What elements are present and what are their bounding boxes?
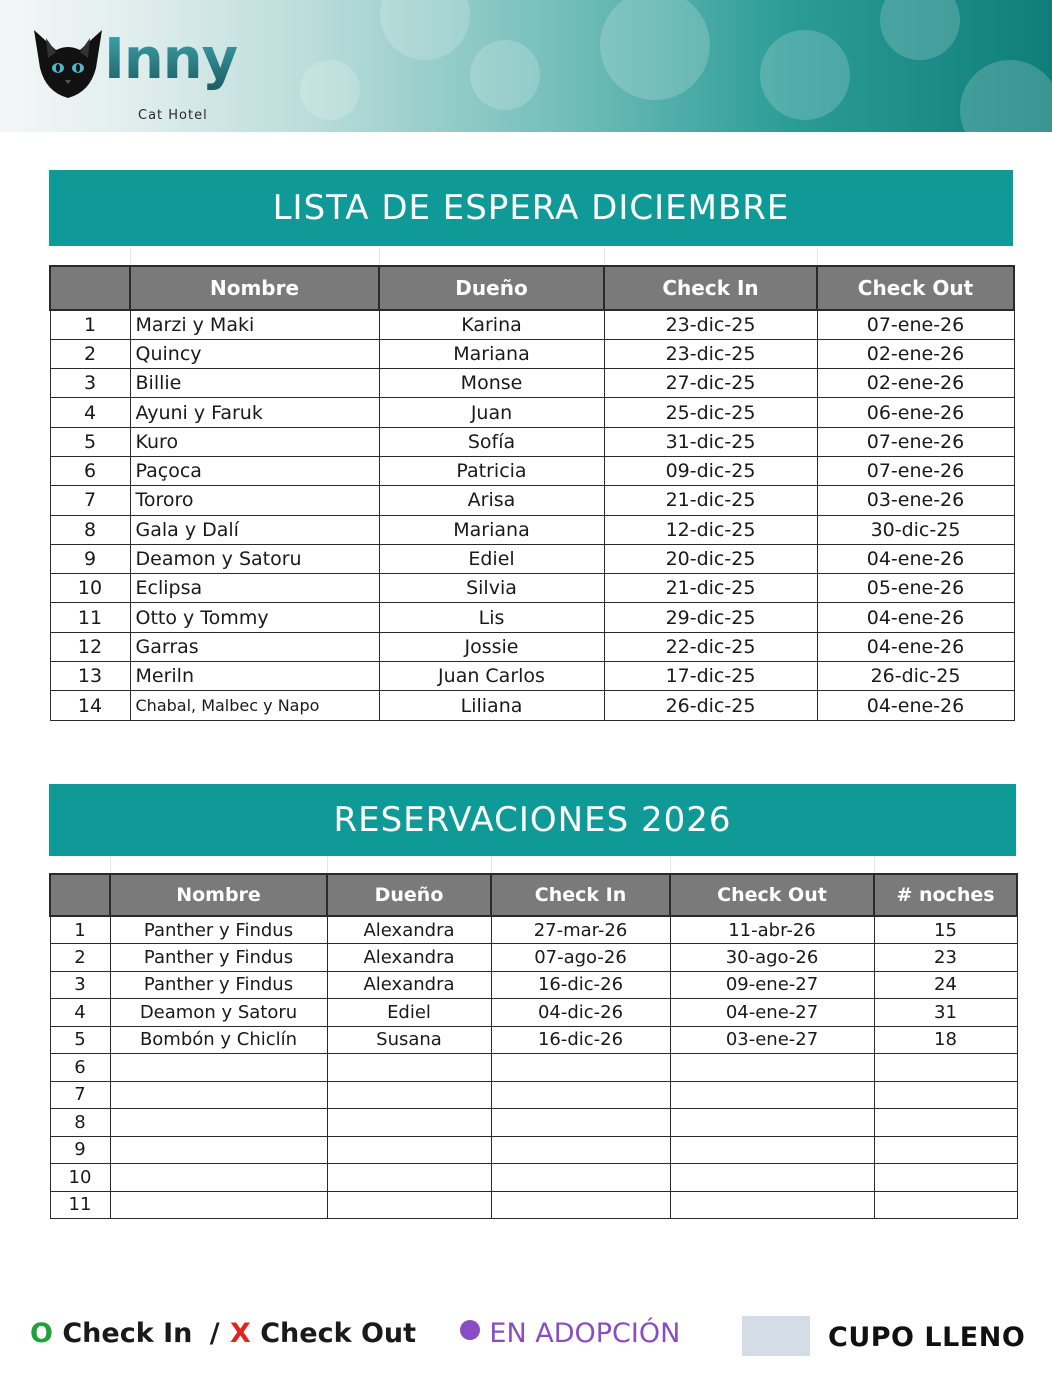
legend bbox=[30, 1312, 1030, 1360]
nights-count: 15 bbox=[874, 916, 1017, 944]
table-row bbox=[50, 999, 1017, 1027]
check-out-date bbox=[670, 1054, 874, 1082]
legend-checkout bbox=[230, 1318, 416, 1349]
owner-name: Mariana bbox=[379, 339, 604, 368]
check-out-date: 04-ene-26 bbox=[817, 544, 1014, 573]
check-in-date: 16-dic-26 bbox=[491, 971, 670, 999]
check-in-date: 26-dic-25 bbox=[604, 691, 817, 720]
owner-name: Patricia bbox=[379, 456, 604, 485]
checkout-symbol: X bbox=[230, 1318, 251, 1349]
owner-name: Monse bbox=[379, 369, 604, 398]
cat-name bbox=[110, 1136, 327, 1164]
table-row bbox=[50, 574, 1014, 603]
table-header-row bbox=[50, 266, 1014, 310]
cat-name: Panther y Findus bbox=[110, 971, 327, 999]
nights-count: 24 bbox=[874, 971, 1017, 999]
table-header-row bbox=[50, 874, 1017, 916]
cat-name: Kuro bbox=[130, 427, 379, 456]
owner-name: Alexandra bbox=[327, 916, 491, 944]
table-spacer-row bbox=[50, 856, 1017, 874]
check-out-date bbox=[670, 1109, 874, 1137]
row-number: 7 bbox=[50, 1081, 110, 1109]
table-row bbox=[50, 398, 1014, 427]
check-out-date: 30-ago-26 bbox=[670, 944, 874, 972]
table-row bbox=[50, 1164, 1017, 1192]
check-out-date: 06-ene-26 bbox=[817, 398, 1014, 427]
table-row bbox=[50, 339, 1014, 368]
check-out-date: 04-ene-26 bbox=[817, 632, 1014, 661]
row-number: 2 bbox=[50, 944, 110, 972]
adoption-label: EN ADOPCIÓN bbox=[489, 1318, 681, 1349]
table-row bbox=[50, 456, 1014, 485]
check-in-date: 27-dic-25 bbox=[604, 369, 817, 398]
nights-count bbox=[874, 1054, 1017, 1082]
owner-name: Juan Carlos bbox=[379, 662, 604, 691]
row-number: 12 bbox=[50, 632, 130, 661]
owner-name: Ediel bbox=[379, 544, 604, 573]
owner-name bbox=[327, 1109, 491, 1137]
check-out-date: 11-abr-26 bbox=[670, 916, 874, 944]
check-out-date bbox=[670, 1191, 874, 1219]
check-in-date: 07-ago-26 bbox=[491, 944, 670, 972]
row-number: 13 bbox=[50, 662, 130, 691]
adoption-dot-icon bbox=[460, 1320, 480, 1340]
row-number: 4 bbox=[50, 398, 130, 427]
row-number: 11 bbox=[50, 1191, 110, 1219]
nights-count: 23 bbox=[874, 944, 1017, 972]
table-row bbox=[50, 310, 1014, 339]
cat-name bbox=[110, 1164, 327, 1192]
owner-name bbox=[327, 1164, 491, 1192]
header-cell: Check Out bbox=[670, 874, 874, 916]
bokeh-circle bbox=[300, 60, 360, 120]
brand-subtitle: Cat Hotel bbox=[138, 108, 208, 123]
cat-name: Garras bbox=[130, 632, 379, 661]
table-row bbox=[50, 515, 1014, 544]
nights-count: 31 bbox=[874, 999, 1017, 1027]
table-row bbox=[50, 544, 1014, 573]
check-in-date bbox=[491, 1136, 670, 1164]
check-out-date: 26-dic-25 bbox=[817, 662, 1014, 691]
row-number: 3 bbox=[50, 971, 110, 999]
header-cell: Check In bbox=[604, 266, 817, 310]
check-out-date bbox=[670, 1164, 874, 1192]
check-out-date: 03-ene-27 bbox=[670, 1026, 874, 1054]
table-row bbox=[50, 1136, 1017, 1164]
row-number: 14 bbox=[50, 691, 130, 720]
check-out-date: 30-dic-25 bbox=[817, 515, 1014, 544]
check-in-date: 04-dic-26 bbox=[491, 999, 670, 1027]
cat-name: Panther y Findus bbox=[110, 916, 327, 944]
check-out-date bbox=[670, 1081, 874, 1109]
nights-count bbox=[874, 1109, 1017, 1137]
table-row bbox=[50, 603, 1014, 632]
table-row bbox=[50, 691, 1014, 720]
header-cell bbox=[50, 266, 130, 310]
legend-checkin bbox=[30, 1318, 220, 1349]
row-number: 11 bbox=[50, 603, 130, 632]
owner-name bbox=[327, 1054, 491, 1082]
check-out-date: 04-ene-26 bbox=[817, 603, 1014, 632]
check-in-date: 09-dic-25 bbox=[604, 456, 817, 485]
cat-name: Eclipsa bbox=[130, 574, 379, 603]
header-banner bbox=[0, 0, 1052, 132]
cat-name: Chabal, Malbec y Napo bbox=[130, 691, 379, 720]
check-in-date: 31-dic-25 bbox=[604, 427, 817, 456]
reservations-title: RESERVACIONES 2026 bbox=[49, 784, 1016, 856]
cat-name: Tororo bbox=[130, 486, 379, 515]
owner-name: Susana bbox=[327, 1026, 491, 1054]
check-out-date: 05-ene-26 bbox=[817, 574, 1014, 603]
check-in-date: 16-dic-26 bbox=[491, 1026, 670, 1054]
row-number: 4 bbox=[50, 999, 110, 1027]
check-in-date: 12-dic-25 bbox=[604, 515, 817, 544]
check-in-date bbox=[491, 1081, 670, 1109]
check-out-date: 03-ene-26 bbox=[817, 486, 1014, 515]
table-row bbox=[50, 1109, 1017, 1137]
row-number: 6 bbox=[50, 1054, 110, 1082]
bokeh-circle bbox=[380, 0, 470, 60]
check-out-date: 07-ene-26 bbox=[817, 427, 1014, 456]
owner-name: Karina bbox=[379, 310, 604, 339]
check-in-date: 29-dic-25 bbox=[604, 603, 817, 632]
row-number: 10 bbox=[50, 1164, 110, 1192]
table-row bbox=[50, 662, 1014, 691]
row-number: 8 bbox=[50, 1109, 110, 1137]
table-row bbox=[50, 486, 1014, 515]
header-cell: Dueño bbox=[327, 874, 491, 916]
row-number: 3 bbox=[50, 369, 130, 398]
row-number: 9 bbox=[50, 1136, 110, 1164]
owner-name: Jossie bbox=[379, 632, 604, 661]
cat-name bbox=[110, 1109, 327, 1137]
bokeh-circle bbox=[960, 60, 1052, 132]
owner-name: Sofía bbox=[379, 427, 604, 456]
row-number: 5 bbox=[50, 1026, 110, 1054]
check-in-date: 27-mar-26 bbox=[491, 916, 670, 944]
table-row bbox=[50, 916, 1017, 944]
legend-adoption bbox=[460, 1318, 680, 1349]
cat-name: Gala y Dalí bbox=[130, 515, 379, 544]
row-number: 10 bbox=[50, 574, 130, 603]
row-number: 1 bbox=[50, 310, 130, 339]
cat-name bbox=[110, 1081, 327, 1109]
check-out-date bbox=[670, 1136, 874, 1164]
cat-name bbox=[110, 1191, 327, 1219]
header-cell: Dueño bbox=[379, 266, 604, 310]
owner-name: Alexandra bbox=[327, 944, 491, 972]
table-row bbox=[50, 369, 1014, 398]
table-row bbox=[50, 632, 1014, 661]
legend-separator: / bbox=[209, 1318, 220, 1349]
table-row bbox=[50, 944, 1017, 972]
cat-name: Panther y Findus bbox=[110, 944, 327, 972]
owner-name: Arisa bbox=[379, 486, 604, 515]
check-in-date bbox=[491, 1191, 670, 1219]
cat-name: Deamon y Satoru bbox=[110, 999, 327, 1027]
owner-name: Liliana bbox=[379, 691, 604, 720]
header-cell: Check In bbox=[491, 874, 670, 916]
cat-logo-icon bbox=[30, 28, 106, 100]
owner-name bbox=[327, 1136, 491, 1164]
cat-name: Billie bbox=[130, 369, 379, 398]
owner-name: Ediel bbox=[327, 999, 491, 1027]
table-row bbox=[50, 1026, 1017, 1054]
check-out-date: 04-ene-26 bbox=[817, 691, 1014, 720]
check-in-date: 21-dic-25 bbox=[604, 486, 817, 515]
owner-name bbox=[327, 1191, 491, 1219]
header-cell: # noches bbox=[874, 874, 1017, 916]
row-number: 1 bbox=[50, 916, 110, 944]
table-spacer-row bbox=[50, 248, 1014, 266]
check-in-date: 22-dic-25 bbox=[604, 632, 817, 661]
checkin-symbol: O bbox=[30, 1318, 53, 1349]
check-out-date: 07-ene-26 bbox=[817, 310, 1014, 339]
check-in-date bbox=[491, 1164, 670, 1192]
check-in-date: 25-dic-25 bbox=[604, 398, 817, 427]
cat-name: Quincy bbox=[130, 339, 379, 368]
brand-logo bbox=[30, 27, 250, 123]
check-out-date: 04-ene-27 bbox=[670, 999, 874, 1027]
owner-name bbox=[327, 1081, 491, 1109]
nights-count bbox=[874, 1164, 1017, 1192]
cat-name: Bombón y Chiclín bbox=[110, 1026, 327, 1054]
bokeh-circle bbox=[880, 0, 960, 60]
nights-count: 18 bbox=[874, 1026, 1017, 1054]
bokeh-circle bbox=[470, 40, 540, 110]
check-in-date bbox=[491, 1109, 670, 1137]
cat-name: Meriln bbox=[130, 662, 379, 691]
table-row bbox=[50, 1054, 1017, 1082]
row-number: 6 bbox=[50, 456, 130, 485]
reservations-table bbox=[49, 856, 1018, 1219]
check-out-date: 07-ene-26 bbox=[817, 456, 1014, 485]
table-row bbox=[50, 427, 1014, 456]
row-number: 9 bbox=[50, 544, 130, 573]
owner-name: Silvia bbox=[379, 574, 604, 603]
table-row bbox=[50, 1081, 1017, 1109]
row-number: 7 bbox=[50, 486, 130, 515]
owner-name: Juan bbox=[379, 398, 604, 427]
cat-name bbox=[110, 1054, 327, 1082]
cat-name: Paçoca bbox=[130, 456, 379, 485]
full-capacity-swatch bbox=[742, 1316, 810, 1356]
check-out-date: 02-ene-26 bbox=[817, 339, 1014, 368]
header-cell: Nombre bbox=[130, 266, 379, 310]
check-in-date: 23-dic-25 bbox=[604, 310, 817, 339]
owner-name: Mariana bbox=[379, 515, 604, 544]
waitlist-title: LISTA DE ESPERA DICIEMBRE bbox=[49, 170, 1013, 246]
row-number: 5 bbox=[50, 427, 130, 456]
cat-name: Otto y Tommy bbox=[130, 603, 379, 632]
header-cell: Check Out bbox=[817, 266, 1014, 310]
owner-name: Alexandra bbox=[327, 971, 491, 999]
check-in-date bbox=[491, 1054, 670, 1082]
owner-name: Lis bbox=[379, 603, 604, 632]
waitlist-table bbox=[49, 248, 1015, 721]
nights-count bbox=[874, 1136, 1017, 1164]
check-out-date: 09-ene-27 bbox=[670, 971, 874, 999]
check-out-date: 02-ene-26 bbox=[817, 369, 1014, 398]
header-cell: Nombre bbox=[110, 874, 327, 916]
row-number: 2 bbox=[50, 339, 130, 368]
bokeh-circle bbox=[760, 30, 850, 120]
cat-name: Ayuni y Faruk bbox=[130, 398, 379, 427]
brand-name: Inny bbox=[104, 27, 238, 92]
cat-name: Deamon y Satoru bbox=[130, 544, 379, 573]
cat-name: Marzi y Maki bbox=[130, 310, 379, 339]
nights-count bbox=[874, 1191, 1017, 1219]
row-number: 8 bbox=[50, 515, 130, 544]
checkout-label: Check Out bbox=[260, 1318, 417, 1349]
header-cell bbox=[50, 874, 110, 916]
check-in-date: 20-dic-25 bbox=[604, 544, 817, 573]
check-in-date: 23-dic-25 bbox=[604, 339, 817, 368]
full-capacity-label: CUPO LLENO bbox=[828, 1322, 1026, 1353]
table-row bbox=[50, 971, 1017, 999]
table-row bbox=[50, 1191, 1017, 1219]
check-in-date: 21-dic-25 bbox=[604, 574, 817, 603]
check-in-date: 17-dic-25 bbox=[604, 662, 817, 691]
checkin-label: Check In bbox=[62, 1318, 193, 1349]
bokeh-circle bbox=[600, 0, 710, 100]
nights-count bbox=[874, 1081, 1017, 1109]
